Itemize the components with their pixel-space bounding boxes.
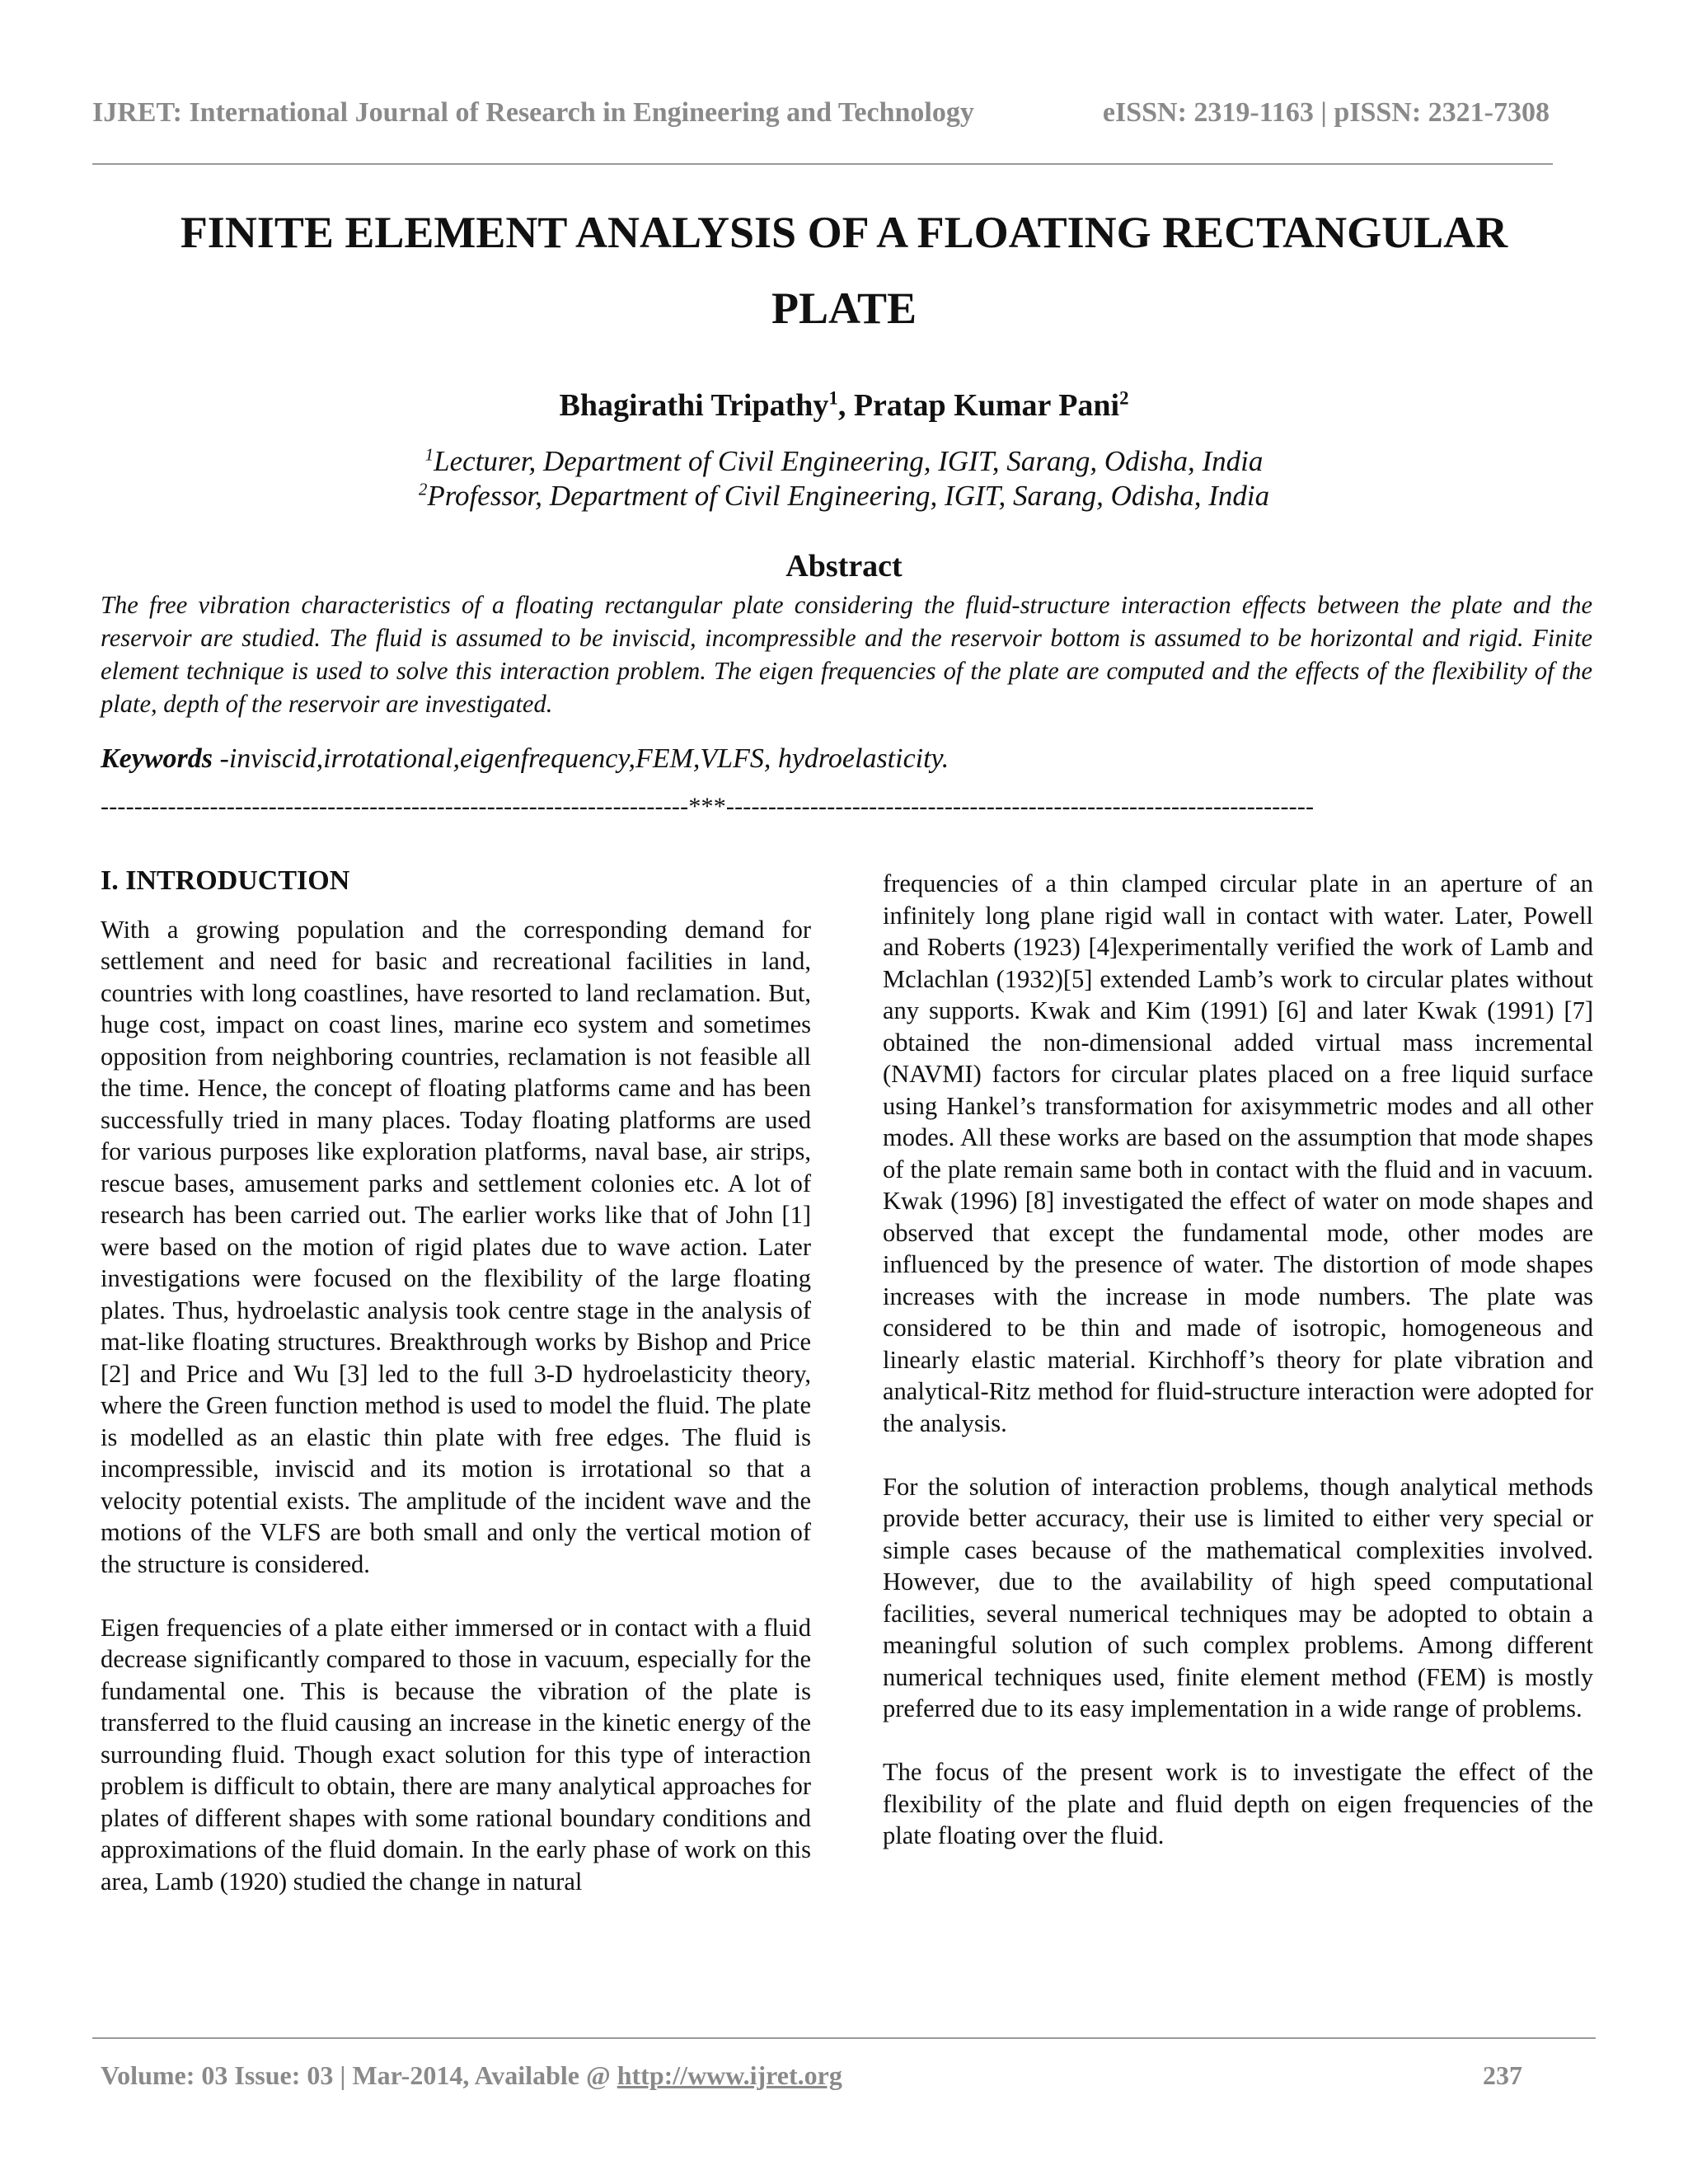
body-paragraph: frequencies of a thin clamped circular plate in an aperture of an infinitely long plane rigid wall in contact with water. Later, Powell and Roberts (1923) [4]experimentally verified the work of Lamb and Mclachlan (1932)[5] extended Lamb’s work to circular plates without any supports. Kwak and Kim (1991) [6] and later Kwak (1991) [7] obtained the non-dimensional added virtual mass incremental (NAVMI) factors for circular plates placed on a free liquid surface using Hankel’s transformation for axisymmetric modes and all other modes. All these works are based on the assumption that mode shapes of the plate remain same both in contact with the fluid and in vacuum. Kwak (1996) [8] investigated the effect of water on mode shapes and observed that except the fundamental mode, other modes are influenced by the presence of water. The distortion of mode shapes increases with the increase in mode numbers. The plate was considered to be thin and made of isotropic, homogeneous and linearly elastic material. Kirchhoff’s theory for plate vibration and analytical-Ritz method for fluid-structure interaction were adopted for the analysis. bbox=[883, 869, 1593, 1437]
affiliation-text: Lecturer, Department of Civil Engineering, IGIT, Sarang, Odisha, India bbox=[434, 445, 1264, 477]
abstract-heading: Abstract bbox=[785, 549, 903, 583]
section-heading: I. INTRODUCTION bbox=[101, 865, 350, 896]
author-line bbox=[0, 387, 1688, 424]
body-paragraph: For the solution of interaction problems, though analytical methods provide better accuracy, their use is limited to either very special or simple cases because of the mathematical complexities involved. However, due to the availability of high speed computational facilities, several numerical techniques may be adopted to obtain a meaningful solution of such complex problems. Among different numerical techniques used, finite element method (FEM) is mostly preferred due to its easy implementation in a wide range of problems. bbox=[883, 1472, 1593, 1722]
right-column bbox=[883, 868, 1593, 1883]
running-header bbox=[92, 97, 1550, 129]
author-name: Pratap Kumar Pani bbox=[853, 388, 1120, 423]
left-column bbox=[101, 864, 811, 1929]
keywords-label: Keywords bbox=[101, 743, 213, 774]
journal-url-link[interactable]: http://www.ijret.org bbox=[617, 2060, 842, 2090]
page-footer bbox=[101, 2060, 1522, 2091]
paper-title: FINITE ELEMENT ANALYSIS OF A FLOATING RECTANGULAR PLATE bbox=[180, 208, 1508, 333]
body-paragraph: Eigen frequencies of a plate either immersed or in contact with a fluid decrease significantly compared to those in vacuum, especially for the fundamental one. This is because the vibration of the plate is transferred to the fluid causing an increase in the kinetic energy of the surrounding fluid. Though exact solution for this type of interaction problem is difficult to obtain, there are many analytical approaches for plates of different shapes with some rational boundary conditions and approximations of the fluid domain. In the early phase of work on this area, Lamb (1920) studied the change in natural bbox=[101, 1613, 811, 1896]
affiliation-mark: 2 bbox=[418, 479, 428, 499]
affiliation-1 bbox=[0, 445, 1688, 478]
keywords-line bbox=[101, 743, 1592, 775]
footer-volume-text: Volume: 03 Issue: 03 | Mar-2014, Available @ bbox=[101, 2060, 617, 2090]
section-separator: ----------------------------------------------------------------------***---------------------------------------------------------------------- bbox=[101, 793, 1315, 820]
affiliation-text: Professor, Department of Civil Engineering, IGIT, Sarang, Odisha, India bbox=[427, 480, 1270, 512]
journal-name: IJRET: International Journal of Research in Engineering and Technology bbox=[92, 97, 974, 128]
header-rule bbox=[92, 163, 1553, 165]
footer-volume bbox=[101, 2060, 842, 2091]
body-paragraph: The focus of the present work is to investigate the effect of the flexibility of the plate and fluid depth on eigen frequencies of the plate floating over the fluid. bbox=[883, 1758, 1593, 1849]
author-separator: , bbox=[837, 388, 854, 423]
author-mark: 1 bbox=[828, 387, 838, 409]
body-paragraph: With a growing population and the corresponding demand for settlement and need for basic and recreational facilities in land, countries with long coastlines, have resorted to land reclamation. But, huge cost, impact on coast lines, marine eco system and sometimes opposition from neighboring countries, reclamation is not feasible all the time. Hence, the concept of floating platforms came and has been successfully tried in many places. Today floating platforms are used for various purposes like exploration platforms, naval base, air strips, rescue bases, amusement parks and settlement colonies etc. A lot of research has been carried out. The earlier works like that of John [1] were based on the motion of rigid plates due to wave action. Later investigations were focused on the flexibility of the large floating plates. Thus, hydroelastic analysis took centre stage in the analysis of mat-like floating structures. Breakthrough works by Bishop and Price [2] and Price and Wu [3] led to the full 3-D hydroelasticity theory, where the Green function method is used to model the fluid. The plate is modelled as an elastic thin plate with free edges. The fluid is incompressible, inviscid and its motion is irrotational so that a velocity potential exists. The amplitude of the incident wave and the motions of the VLFS are both small and only the vertical motion of the structure is considered. bbox=[101, 915, 811, 1578]
author-mark: 2 bbox=[1119, 387, 1129, 409]
affiliation-2 bbox=[0, 480, 1688, 513]
footer-rule bbox=[92, 2037, 1596, 2039]
keywords-text: -inviscid,irrotational,eigenfrequency,FEM,VLFS, hydroelasticity. bbox=[213, 743, 950, 774]
affiliation-mark: 1 bbox=[424, 444, 434, 465]
abstract-text: The free vibration characteristics of a floating rectangular plate considering the fluid-structure interaction effects between the plate and the reservoir are studied. The fluid is assumed to be inviscid, incompressible and the reservoir bottom is assumed to be horizontal and rigid. Finite element technique is used to solve this interaction problem. The eigen frequencies of the plate are computed and the effects of the flexibility of the plate, depth of the reservoir are investigated. bbox=[101, 591, 1592, 718]
page-number: 237 bbox=[1483, 2060, 1522, 2090]
author-name: Bhagirathi Tripathy bbox=[559, 388, 829, 423]
issn-numbers: eISSN: 2319-1163 | pISSN: 2321-7308 bbox=[1102, 97, 1550, 128]
